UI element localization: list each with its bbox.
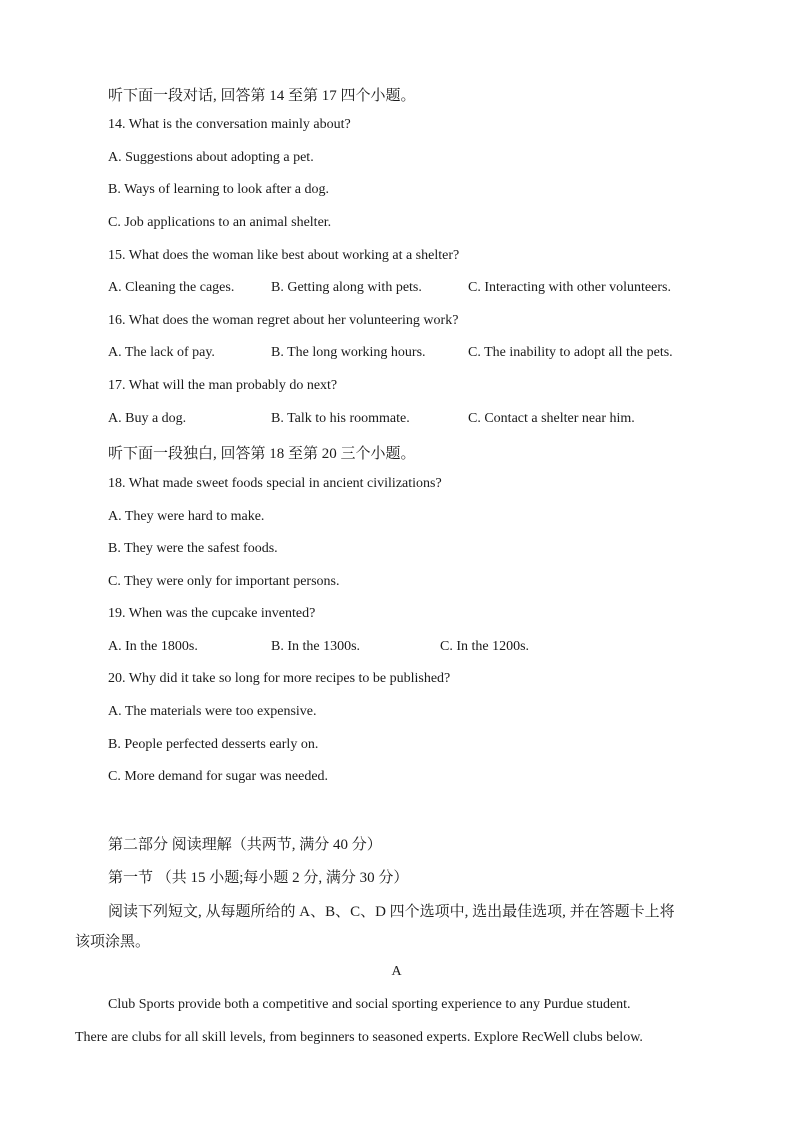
question-16-options — [0, 345, 793, 363]
section-one-title: 第一节 （共 15 小题;每小题 2 分, 满分 30 分） — [108, 870, 409, 886]
question-19-option-a: A. In the 1800s. — [108, 639, 198, 654]
dialog-instruction: 听下面一段对话, 回答第 14 至第 17 四个小题。 — [108, 88, 416, 104]
question-16-option-c: C. The inability to adopt all the pets. — [468, 345, 673, 360]
question-20-option-a: A. The materials were too expensive. — [108, 704, 317, 719]
passage-line-2: There are clubs for all skill levels, from beginners to seasoned experts. Explore RecWell clubs below. — [75, 1030, 643, 1045]
question-16-option-b: B. The long working hours. — [271, 345, 426, 360]
question-16: 16. What does the woman regret about her volunteering work? — [108, 313, 459, 328]
question-20: 20. Why did it take so long for more recipes to be published? — [108, 671, 451, 686]
question-16-option-a: A. The lack of pay. — [108, 345, 215, 360]
question-15-option-b: B. Getting along with pets. — [271, 280, 422, 295]
part-two-title: 第二部分 阅读理解（共两节, 满分 40 分） — [108, 837, 382, 853]
question-20-option-c: C. More demand for sugar was needed. — [108, 769, 329, 784]
passage-line-1: Club Sports provide both a competitive and social sporting experience to any Purdue student. — [108, 997, 631, 1012]
monologue-instruction: 听下面一段独白, 回答第 18 至第 20 三个小题。 — [108, 446, 416, 462]
question-19-option-b: B. In the 1300s. — [271, 639, 361, 654]
passage-label: A — [391, 964, 402, 979]
question-17-option-c: C. Contact a shelter near him. — [468, 411, 635, 426]
question-18-option-b: B. They were the safest foods. — [108, 541, 278, 556]
question-19: 19. When was the cupcake invented? — [108, 606, 316, 621]
question-18-option-c: C. They were only for important persons. — [108, 574, 340, 589]
question-19-option-c: C. In the 1200s. — [440, 639, 530, 654]
question-14: 14. What is the conversation mainly about? — [108, 117, 351, 132]
question-15-options — [0, 280, 793, 298]
question-14-option-c: C. Job applications to an animal shelter. — [108, 215, 332, 230]
question-18-option-a: A. They were hard to make. — [108, 509, 265, 524]
question-17-option-b: B. Talk to his roommate. — [271, 411, 410, 426]
question-14-option-b: B. Ways of learning to look after a dog. — [108, 182, 330, 197]
question-17-option-a: A. Buy a dog. — [108, 411, 187, 426]
question-14-option-a: A. Suggestions about adopting a pet. — [108, 150, 314, 165]
question-18: 18. What made sweet foods special in ancient civilizations? — [108, 476, 442, 491]
reading-instruction-line-2: 该项涂黑。 — [75, 934, 151, 950]
question-17-options — [0, 411, 793, 429]
question-19-options — [0, 639, 793, 657]
question-17: 17. What will the man probably do next? — [108, 378, 338, 393]
question-15: 15. What does the woman like best about working at a shelter? — [108, 248, 460, 263]
question-20-option-b: B. People perfected desserts early on. — [108, 737, 319, 752]
reading-instruction-line-1: 阅读下列短文, 从每题所给的 A、B、C、D 四个选项中, 选出最佳选项, 并在答题卡上将 — [108, 904, 675, 920]
question-15-option-c: C. Interacting with other volunteers. — [468, 280, 671, 295]
question-15-option-a: A. Cleaning the cages. — [108, 280, 235, 295]
